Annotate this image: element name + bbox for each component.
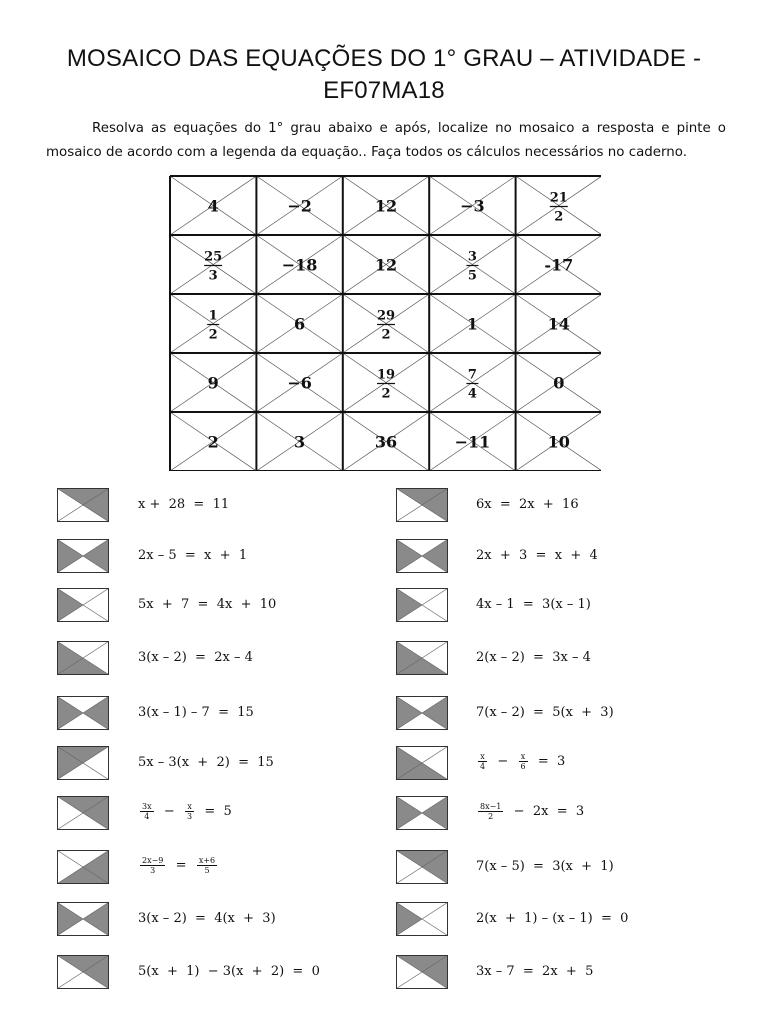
mosaic-fraction-denominator: 4 <box>467 386 477 402</box>
mosaic-cell[interactable] <box>516 176 601 235</box>
mosaic-cell[interactable] <box>256 176 342 235</box>
mosaic-fraction-numerator: 29 <box>376 308 396 324</box>
mosaic-value: 10 <box>547 432 570 452</box>
legend-tile-icon <box>57 696 109 730</box>
equation-text: 5(x + 1) − 3(x + 2) = 0 <box>138 964 320 979</box>
mosaic-value: -17 <box>544 255 574 275</box>
mosaic-cell[interactable] <box>343 235 429 294</box>
mosaic-value: −2 <box>287 196 312 216</box>
equation-text: 2(x – 2) = 3x – 4 <box>476 650 591 665</box>
legend-tile-icon <box>57 641 109 675</box>
page-title-line-1: MOSAICO DAS EQUAÇÕES DO 1° GRAU – ATIVIDADE - <box>66 45 702 72</box>
equation-text: 3(x – 1) – 7 = 15 <box>138 705 254 720</box>
equation-text: 3(x – 2) = 2x – 4 <box>138 650 253 665</box>
mosaic-value: 4 <box>207 196 219 216</box>
legend-tile-icon <box>57 588 109 622</box>
equation-text: 3(x – 2) = 4(x + 3) <box>138 911 276 926</box>
instructions-paragraph: Resolva as equações do 1° grau abaixo e após, localize no mosaico a resposta e pinte o mosaico de acordo com a legenda da equação.. Faça todos os cálculos necessários no caderno. <box>46 121 726 160</box>
equation-text: $\frac{3x}{4}$ − $\frac{x}{3}$ = 5 <box>142 802 232 821</box>
legend-tile-icon <box>396 588 448 622</box>
equation-text: 6x = 2x + 16 <box>476 497 579 512</box>
mosaic-fraction-numerator: 21 <box>549 190 568 206</box>
mosaic-fraction-denominator: 5 <box>467 268 477 284</box>
mosaic-fraction-denominator: 2 <box>381 386 391 402</box>
equation-text: 3x – 7 = 2x + 5 <box>476 964 594 979</box>
mosaic-value: 3 <box>294 432 306 452</box>
legend-tile-icon <box>396 641 448 675</box>
mosaic-cell[interactable] <box>429 294 515 353</box>
legend-tile-icon <box>57 955 109 989</box>
mosaic-cell[interactable] <box>429 412 515 471</box>
mosaic-value: 12 <box>374 196 398 216</box>
mosaic-fraction-denominator: 2 <box>381 327 391 343</box>
mosaic-fraction-numerator: 19 <box>376 367 396 383</box>
equation-text: 2(x + 1) – (x – 1) = 0 <box>476 911 629 926</box>
legend-tile-icon <box>57 488 109 522</box>
mosaic-cell[interactable] <box>256 353 342 412</box>
legend-tile-icon <box>396 696 448 730</box>
equation-text: $\frac{8x-1}{2}$ − 2x = 3 <box>480 802 585 821</box>
mosaic-value: 6 <box>294 314 306 334</box>
legend-tile-icon <box>396 850 448 884</box>
mosaic-cell[interactable] <box>343 353 429 412</box>
mosaic-cell[interactable] <box>170 235 256 294</box>
equation-text: 4x – 1 = 3(x – 1) <box>476 597 591 612</box>
mosaic-fraction-denominator: 2 <box>208 327 218 343</box>
equation-text: 2x + 3 = x + 4 <box>476 548 598 563</box>
mosaic-value: −3 <box>460 196 485 216</box>
mosaic-fraction-numerator: 7 <box>467 367 477 383</box>
mosaic-cell[interactable] <box>343 176 429 235</box>
equation-text: 5x + 7 = 4x + 10 <box>138 597 277 612</box>
mosaic-cell[interactable] <box>343 412 429 471</box>
equation-text: $\frac{x}{4}$ − $\frac{x}{6}$ = 3 <box>480 752 566 771</box>
legend-tile-icon <box>396 746 448 780</box>
equation-text: x + 28 = 11 <box>138 497 230 512</box>
mosaic-cell[interactable] <box>256 235 342 294</box>
mosaic-cell[interactable] <box>256 412 342 471</box>
mosaic-cell[interactable] <box>516 412 601 471</box>
mosaic-value: 12 <box>374 255 398 275</box>
equation-text: 7(x – 5) = 3(x + 1) <box>476 859 614 874</box>
mosaic-fraction-denominator: 3 <box>208 268 218 284</box>
mosaic-value: 0 <box>553 373 565 393</box>
mosaic-fraction-numerator: 3 <box>467 249 477 265</box>
mosaic-fraction-numerator: 1 <box>208 308 218 324</box>
legend-tile-icon <box>396 955 448 989</box>
mosaic-cell[interactable] <box>170 176 256 235</box>
legend-tile-icon <box>57 746 109 780</box>
equation-text: 7(x – 2) = 5(x + 3) <box>476 705 614 720</box>
mosaic-cell[interactable] <box>429 353 515 412</box>
mosaic-value: 9 <box>207 373 219 393</box>
mosaic-cell[interactable] <box>516 294 601 353</box>
mosaic-cell[interactable] <box>429 176 515 235</box>
mosaic-cell[interactable] <box>343 294 429 353</box>
mosaic-cell[interactable] <box>170 353 256 412</box>
mosaic-value: −6 <box>287 373 312 393</box>
equation-text: 2x – 5 = x + 1 <box>138 548 248 563</box>
mosaic-cell[interactable] <box>170 294 256 353</box>
mosaic-cell[interactable] <box>429 235 515 294</box>
legend-tile-icon <box>396 488 448 522</box>
mosaic-value: −11 <box>454 432 491 452</box>
equation-text: 5x – 3(x + 2) = 15 <box>138 755 274 770</box>
mosaic-fraction-denominator: 2 <box>554 209 564 225</box>
legend-tile-icon <box>57 539 109 573</box>
mosaic-value: 14 <box>547 314 570 334</box>
legend-tile-icon <box>396 539 448 573</box>
mosaic-cell[interactable] <box>516 353 601 412</box>
mosaic-value: 36 <box>374 432 398 452</box>
mosaic-value: 2 <box>207 432 219 452</box>
mosaic-cell[interactable] <box>170 412 256 471</box>
mosaic-grid <box>169 175 601 471</box>
mosaic-value: −18 <box>281 255 318 275</box>
equation-text: $\frac{2x-9}{3}$ = $\frac{x+6}{5}$ <box>142 856 216 875</box>
legend-tile-icon <box>57 902 109 936</box>
mosaic-fraction-numerator: 25 <box>204 249 223 265</box>
mosaic-value: 1 <box>466 314 478 334</box>
legend-tile-icon <box>57 850 109 884</box>
legend-tile-icon <box>57 796 109 830</box>
mosaic-cell[interactable] <box>516 235 601 294</box>
legend-tile-icon <box>396 902 448 936</box>
legend-tile-icon <box>396 796 448 830</box>
mosaic-cell[interactable] <box>256 294 342 353</box>
page-title-line-2: EF07MA18 <box>323 77 445 104</box>
